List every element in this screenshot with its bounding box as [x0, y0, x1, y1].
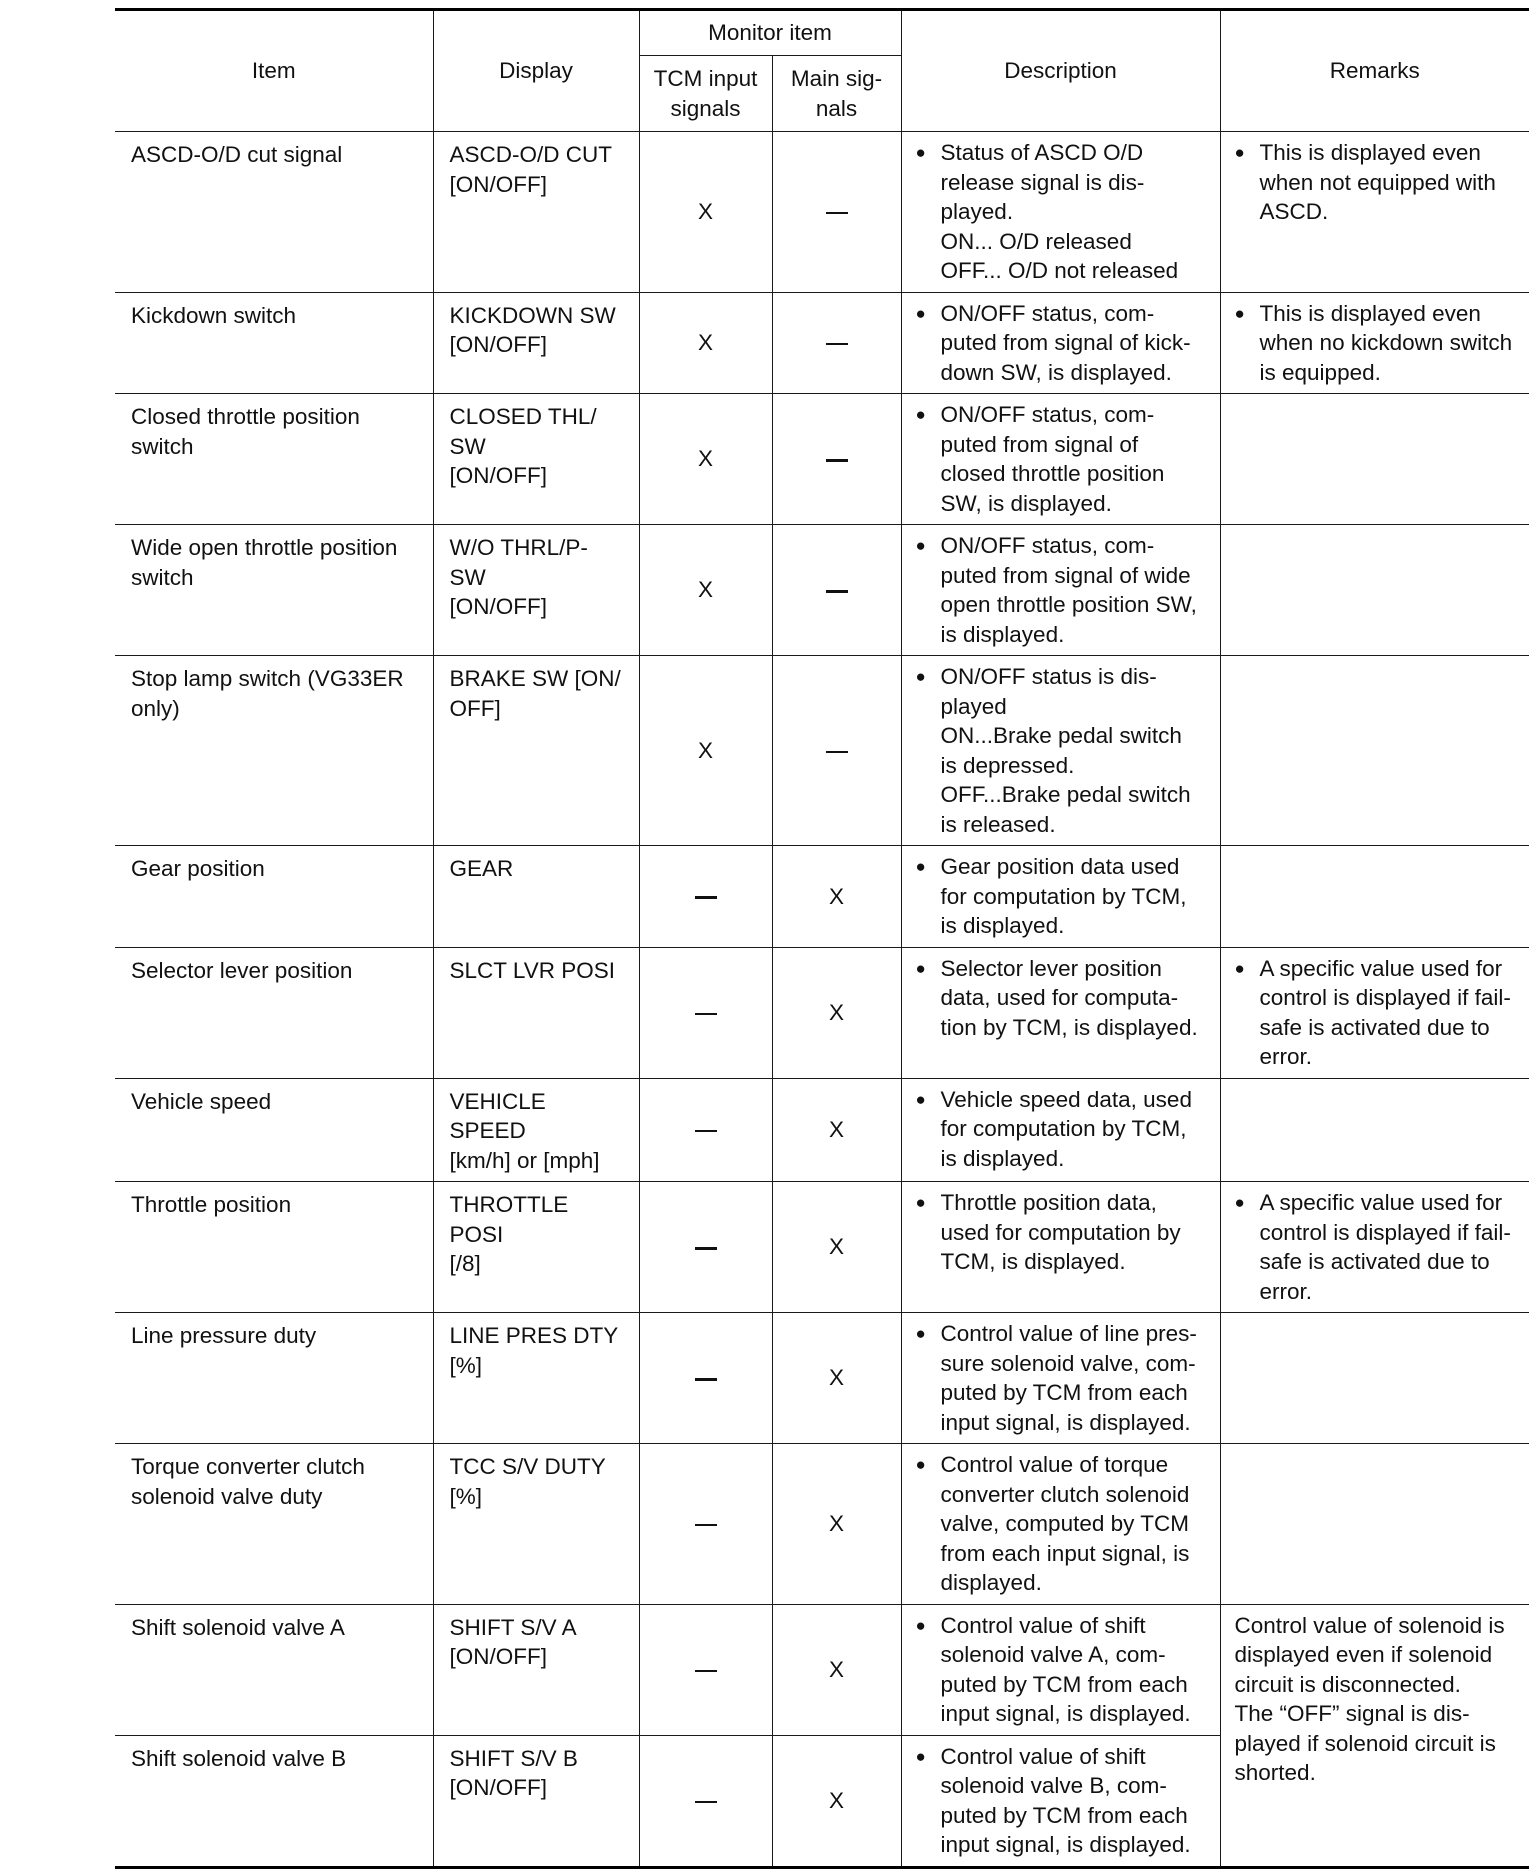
monitor-mark: [772, 656, 901, 846]
monitor-mark: [639, 947, 772, 1078]
bullet-icon: ●: [1234, 143, 1245, 162]
header-main-signals: Main sig- nals: [772, 56, 901, 132]
monitor-mark: [639, 1604, 772, 1735]
monitor-mark: [639, 1313, 772, 1444]
description-bullet-text: Status of ASCD O/D release signal is dis- played. ON... O/D released OFF... O/D not released: [940, 140, 1179, 283]
bullet-icon: ●: [915, 536, 926, 555]
dash-mark: [695, 1801, 717, 1804]
description-cell: [901, 394, 1220, 525]
description-bullet: [916, 531, 1210, 649]
item-cell: Shift solenoid valve A: [115, 1604, 433, 1735]
description-cell: [901, 132, 1220, 293]
remarks-cell: [1220, 656, 1529, 846]
monitor-mark: [639, 394, 772, 525]
table-row: [115, 1313, 1529, 1444]
description-bullet: [916, 299, 1210, 388]
monitor-mark: [639, 1078, 772, 1182]
description-cell: [901, 292, 1220, 394]
bullet-icon: ●: [915, 667, 926, 686]
header-display: Display: [433, 10, 639, 132]
table-row: [115, 394, 1529, 525]
monitor-mark: [639, 292, 772, 394]
description-cell: [901, 1313, 1220, 1444]
x-mark: X: [829, 1365, 845, 1391]
description-bullet-text: Control value of shift solenoid valve B, com- puted by TCM from each input signal, is displayed.: [940, 1743, 1191, 1857]
item-cell: Shift solenoid valve B: [115, 1735, 433, 1867]
monitor-mark: [772, 1444, 901, 1605]
display-cell: GEAR: [433, 846, 639, 948]
description-bullet: [916, 1188, 1210, 1277]
remarks-bullet: [1235, 1188, 1520, 1306]
description-cell: [901, 1604, 1220, 1735]
bullet-icon: ●: [915, 1455, 926, 1474]
monitor-mark: [772, 1313, 901, 1444]
description-bullet: [916, 662, 1210, 839]
description-bullet: [916, 400, 1210, 518]
bullet-icon: ●: [915, 303, 926, 323]
item-cell: Wide open throttle position switch: [115, 525, 433, 656]
monitor-mark: [772, 846, 901, 948]
bullet-icon: ●: [915, 1193, 926, 1212]
bullet-icon: ●: [915, 958, 926, 978]
x-mark: X: [697, 577, 713, 603]
description-bullet: [916, 138, 1210, 286]
remarks-cell: [1220, 947, 1529, 1078]
display-cell: SHIFT S/V A [ON/OFF]: [433, 1604, 639, 1735]
monitor-mark: [639, 656, 772, 846]
item-cell: Line pressure duty: [115, 1313, 433, 1444]
description-bullet: [916, 1611, 1210, 1729]
description-cell: [901, 1078, 1220, 1182]
remarks-bullet-text: A specific value used for control is displayed if fail- safe is activated due to error.: [1259, 955, 1511, 1069]
display-cell: CLOSED THL/ SW [ON/OFF]: [433, 394, 639, 525]
remarks-cell: [1220, 1182, 1529, 1313]
description-cell: [901, 1182, 1220, 1313]
table-body: [115, 132, 1529, 1868]
remarks-cell: [1220, 1444, 1529, 1605]
monitor-mark: [772, 1735, 901, 1867]
item-cell: Vehicle speed: [115, 1078, 433, 1182]
table-row: [115, 846, 1529, 948]
monitor-mark: [639, 846, 772, 948]
monitor-mark: [639, 1444, 772, 1605]
description-bullet-text: Control value of torque converter clutch solenoid valve, computed by TCM from each input signal, is displayed.: [940, 1452, 1190, 1595]
remarks-cell: [1220, 292, 1529, 394]
display-cell: LINE PRES DTY [%]: [433, 1313, 639, 1444]
description-bullet-text: ON/OFF status is dis- played ON...Brake pedal switch is depressed. OFF...Brake pedal switch is released.: [940, 664, 1191, 837]
item-cell: Kickdown switch: [115, 292, 433, 394]
monitor-mark: [772, 525, 901, 656]
monitor-mark: [639, 132, 772, 293]
x-mark: X: [697, 330, 713, 355]
display-cell: ASCD-O/D CUT [ON/OFF]: [433, 132, 639, 293]
display-cell: THROTTLE POSI [/8]: [433, 1182, 639, 1313]
x-mark: X: [829, 1234, 845, 1260]
item-cell: ASCD-O/D cut signal: [115, 132, 433, 293]
dash-mark: [826, 590, 848, 593]
description-bullet-text: ON/OFF status, com- puted from signal of kick- down SW, is displayed.: [940, 300, 1191, 385]
description-bullet-text: Control value of line pres- sure solenoid valve, com- puted by TCM from each input signal, is displayed.: [940, 1321, 1197, 1435]
bullet-icon: ●: [1234, 1193, 1245, 1212]
description-bullet-text: Throttle position data, used for computation by TCM, is displayed.: [940, 1190, 1181, 1274]
monitor-mark: [772, 1182, 901, 1313]
description-cell: [901, 1444, 1220, 1605]
table-row: [115, 525, 1529, 656]
dash-mark: [695, 1670, 717, 1673]
table-row: [115, 1078, 1529, 1182]
remarks-cell: [1220, 525, 1529, 656]
monitor-mark: [772, 1604, 901, 1735]
item-cell: Gear position: [115, 846, 433, 948]
remarks-bullet: [1235, 954, 1520, 1072]
x-mark: X: [829, 1511, 845, 1536]
table-row: [115, 947, 1529, 1078]
monitor-mark: [772, 292, 901, 394]
dash-mark: [826, 343, 848, 346]
item-cell: Selector lever position: [115, 947, 433, 1078]
bullet-icon: ●: [915, 405, 926, 424]
item-cell: Closed throttle position switch: [115, 394, 433, 525]
item-cell: Stop lamp switch (VG33ER only): [115, 656, 433, 846]
display-cell: TCC S/V DUTY [%]: [433, 1444, 639, 1605]
table-row: [115, 1604, 1529, 1735]
remarks-bullet-text: A specific value used for control is displayed if fail- safe is activated due to error.: [1259, 1190, 1511, 1304]
header-item: Item: [115, 10, 433, 132]
display-cell: VEHICLE SPEED [km/h] or [mph]: [433, 1078, 639, 1182]
dash-mark: [826, 751, 848, 754]
remarks-cell: [1220, 394, 1529, 525]
x-mark: X: [829, 883, 845, 909]
x-mark: X: [697, 737, 713, 763]
table-row: [115, 1444, 1529, 1605]
remarks-bullet-text: This is displayed even when no kickdown switch is equipped.: [1259, 300, 1513, 385]
description-bullet-text: ON/OFF status, com- puted from signal of wide open throttle position SW, is displayed.: [940, 533, 1197, 647]
table-row: [115, 1182, 1529, 1313]
remarks-bullet: [1235, 299, 1520, 388]
description-bullet: [916, 1742, 1210, 1860]
dash-mark: [695, 1378, 717, 1381]
display-cell: W/O THRL/P- SW [ON/OFF]: [433, 525, 639, 656]
header-tcm-input-signals: TCM input signals: [639, 56, 772, 132]
dash-mark: [695, 1130, 717, 1133]
x-mark: X: [697, 446, 713, 472]
bullet-icon: ●: [915, 1324, 926, 1343]
display-cell: KICKDOWN SW [ON/OFF]: [433, 292, 639, 394]
description-cell: [901, 656, 1220, 846]
bullet-icon: ●: [915, 143, 926, 162]
description-bullet-text: Selector lever position data, used for computa- tion by TCM, is displayed.: [940, 955, 1198, 1040]
dash-mark: [695, 896, 717, 899]
remarks-bullet: [1235, 138, 1520, 227]
dash-mark: [826, 212, 848, 215]
remarks-cell: [1220, 846, 1529, 948]
table-row: [115, 292, 1529, 394]
display-cell: BRAKE SW [ON/ OFF]: [433, 656, 639, 846]
bullet-icon: ●: [915, 1746, 926, 1766]
monitor-mark: [772, 132, 901, 293]
description-cell: [901, 947, 1220, 1078]
monitor-item-table: [115, 8, 1529, 1869]
x-mark: X: [829, 1787, 845, 1813]
dash-mark: [695, 1013, 717, 1016]
table-row: [115, 656, 1529, 846]
monitor-mark: [772, 394, 901, 525]
table-row: [115, 132, 1529, 293]
dash-mark: [695, 1524, 717, 1527]
header-description: Description: [901, 10, 1220, 132]
header-remarks: Remarks: [1220, 10, 1529, 132]
remarks-cell-shift-solenoid: Control value of solenoid is displayed even if solenoid circuit is disconnected. The “OFF” signal is dis- played if solenoid circuit is shorted.: [1220, 1604, 1529, 1867]
monitor-mark: [639, 1735, 772, 1867]
x-mark: X: [829, 1656, 845, 1682]
item-cell: Throttle position: [115, 1182, 433, 1313]
bullet-icon: ●: [915, 857, 926, 876]
description-bullet-text: Gear position data used for computation by TCM, is displayed.: [940, 854, 1187, 938]
description-bullet-text: Control value of shift solenoid valve A, com- puted by TCM from each input signal, is displayed.: [940, 1612, 1191, 1726]
remarks-bullet-text: This is displayed even when not equipped with ASCD.: [1259, 140, 1496, 224]
description-bullet: [916, 1085, 1210, 1174]
display-cell: SHIFT S/V B [ON/OFF]: [433, 1735, 639, 1867]
description-bullet: [916, 1450, 1210, 1598]
description-cell: [901, 525, 1220, 656]
dash-mark: [826, 459, 848, 462]
dash-mark: [695, 1247, 717, 1250]
description-bullet-text: ON/OFF status, com- puted from signal of closed throttle position SW, is displayed.: [940, 402, 1165, 516]
bullet-icon: ●: [915, 1089, 926, 1109]
description-bullet: [916, 852, 1210, 941]
monitor-mark: [639, 1182, 772, 1313]
monitor-mark: [772, 947, 901, 1078]
monitor-mark: [639, 525, 772, 656]
x-mark: X: [829, 1117, 845, 1142]
monitor-mark: [772, 1078, 901, 1182]
x-mark: X: [829, 999, 845, 1025]
x-mark: X: [697, 199, 713, 224]
bullet-icon: ●: [1234, 958, 1245, 978]
description-bullet: [916, 954, 1210, 1043]
description-bullet-text: Vehicle speed data, used for computation by TCM, is displayed.: [940, 1086, 1192, 1171]
description-cell: [901, 846, 1220, 948]
header-monitor-item: Monitor item: [639, 10, 901, 56]
bullet-icon: ●: [1234, 303, 1245, 323]
description-cell: [901, 1735, 1220, 1867]
remarks-cell: [1220, 1313, 1529, 1444]
remarks-cell: [1220, 1078, 1529, 1182]
item-cell: Torque converter clutch solenoid valve duty: [115, 1444, 433, 1605]
display-cell: SLCT LVR POSI: [433, 947, 639, 1078]
remarks-cell: [1220, 132, 1529, 293]
bullet-icon: ●: [915, 1615, 926, 1635]
description-bullet: [916, 1319, 1210, 1437]
